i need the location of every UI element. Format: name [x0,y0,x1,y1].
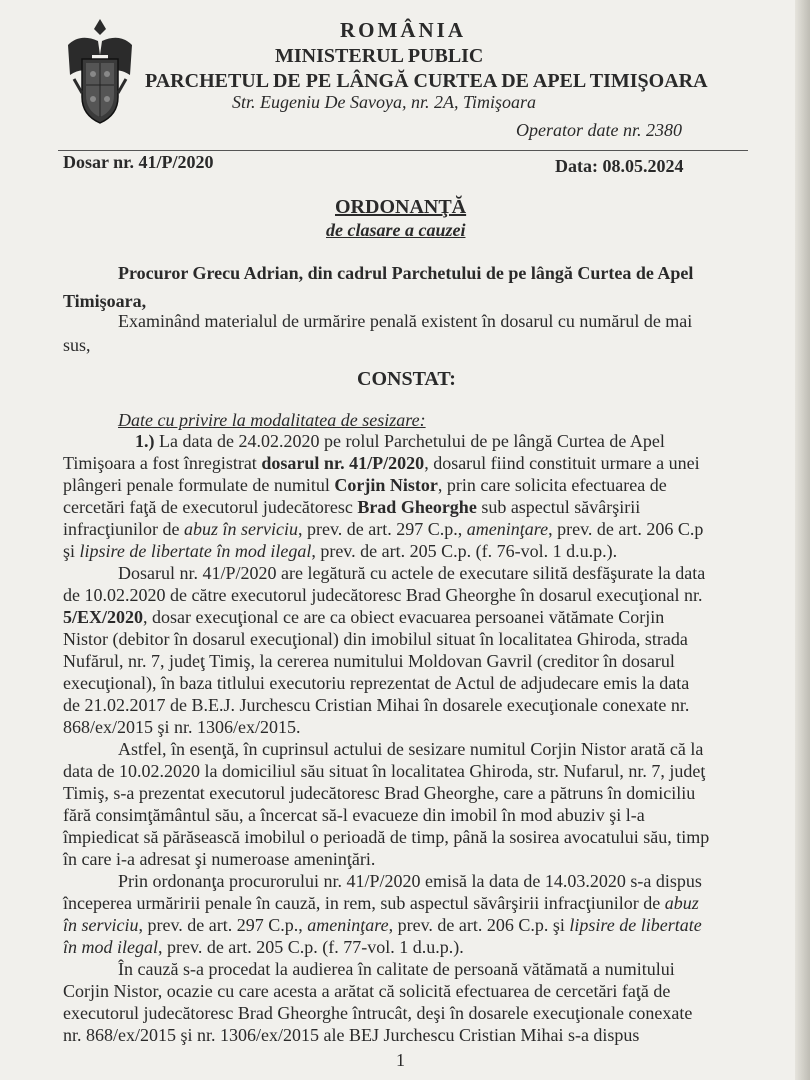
intro-line: sus, [63,335,91,355]
document-title: ORDONANŢĂ [335,196,467,218]
operator-number: Operator date nr. 2380 [516,120,682,140]
page-edge [795,0,810,1080]
document-date: Data: 08.05.2024 [555,156,684,176]
text-run: Brad Gheorghe [357,497,477,517]
text-run: abuz [664,893,699,913]
paragraph-line: 868/ex/2015 şi nr. 1306/ex/2015. [63,717,301,737]
text-run: şi [63,541,80,561]
paragraph-line: nr. 868/ex/2015 şi nr. 1306/ex/2015 ale BEJ Jurchescu Cristian Mihai s-a dispus [63,1025,640,1045]
text-run: , dosar execuţional ce are ca obiect evacuarea persoanei vătămate Corjin [143,607,665,627]
paragraph-line: Dosarul nr. 41/P/2020 are legătură cu actele de executare silită desfăşurate la data [118,563,706,583]
text-run: , prev. de art. 205 C.p. (f. 76-vol. 1 d.u.p.). [311,541,618,561]
section-heading: Date cu privire la modalitatea de sesizare: [118,410,426,430]
paragraph-line [63,936,464,958]
document-subtitle: de clasare a cauzei [326,220,466,240]
paragraph-line [63,518,703,540]
text-run: începerea urmăririi penale în cauză, in rem, sub aspectul săvârşirii infracţiunilor de [63,893,665,913]
text-run: , dosarul fiind constituit urmare a unei [424,453,700,473]
text-run: în mod ilegal [63,937,158,957]
paragraph-line: în care i-a adresat şi numeroase ameninţări. [63,849,376,869]
paragraph-line [135,430,665,452]
paragraph-line [63,496,640,518]
paragraph-line [63,540,617,562]
paragraph-line: data de 10.02.2020 la domiciliul său situat în localitatea Ghiroda, str. Nufarul, nr. 7, judeţ [63,761,706,781]
paragraph-line: Timiş, s-a prezentat executorul judecătoresc Brad Gheorghe, care a pătruns în domiciliu [63,783,696,803]
paragraph-line: Nistor (debitor în dosarul execuţional) din imobilul situat în localitatea Ghiroda, strada [63,629,688,649]
text-run: Corjin Nistor [334,475,438,495]
intro-line: Procuror Grecu Adrian, din cadrul Parchetului de pe lângă Curtea de Apel [118,263,694,283]
text-run: plângeri penale formulate de numitul [63,475,335,495]
text-run: dosarul nr. 41/P/2020 [261,453,425,473]
paragraph-line [63,914,702,936]
text-run: ameninţare [307,915,389,935]
text-run: abuz în serviciu [183,519,298,539]
text-run: , prev. de art. 297 C.p., [138,915,308,935]
text-run: 5/EX/2020 [63,607,144,627]
paragraph-line: fără consimţământul său, a încercat să-l evacueze din imobil în mod abuziv şi l-a [63,805,645,825]
header-country: ROMÂNIA [340,18,466,42]
paragraph-line: de 21.02.2017 de B.E.J. Jurchescu Cristian Mihai în dosarele execuţionale conexate nr. [63,695,690,715]
header-ministry: MINISTERUL PUBLIC [275,45,484,67]
intro-line: Examinând materialul de urmărire penală existent în dosarul cu numărul de mai [118,311,693,331]
section-constat: CONSTAT: [357,368,456,390]
paragraph-line [63,606,664,628]
text-run: , prin care solicita efectuarea de [437,475,667,495]
text-run: cercetări faţă de executorul judecătoresc [63,497,358,517]
intro-line: Timişoara, [63,291,147,311]
text-run: lipsire de libertate [569,915,702,935]
header-address: Str. Eugeniu De Savoya, nr. 2A, Timişoara [232,92,536,112]
header-office: PARCHETUL DE PE LÂNGĂ CURTEA DE APEL TIMIŞOARA [145,70,708,92]
text-run: ameninţare [466,519,549,539]
page-number: 1 [396,1050,405,1070]
paragraph-line: executorul judecătoresc Brad Gheorghe întrucât, deşi în dosarele execuţionale conexate [63,1003,693,1023]
paragraph-line [63,892,699,914]
text-run: în serviciu [63,915,139,935]
paragraph-line: Prin ordonanţa procurorului nr. 41/P/2020 emisă la data de 14.03.2020 s-a dispus [118,871,702,891]
text-run: , prev. de art. 206 C.p. şi [388,915,570,935]
header-divider [58,150,748,151]
case-number: Dosar nr. 41/P/2020 [63,152,214,172]
text-run: infracţiunilor de [63,519,184,539]
paragraph-line: împiedicat să părăsească imobilul o perioadă de timp, până la sosirea avocatului său, timp [63,827,710,847]
paragraph-line: Nufărul, nr. 7, judeţ Timiş, la cererea numitului Moldovan Gavril (creditor în dosarul [63,651,675,671]
paragraph-line: Corjin Nistor, ocazie cu care acesta a arătat că solicită efectuarea de cercetări faţă de [63,981,671,1001]
paragraph-line: de 10.02.2020 de către executorul judecătoresc Brad Gheorghe în dosarul execuţional nr. [63,585,703,605]
paragraph-line [63,452,700,474]
text-run: , prev. de art. 297 C.p., [297,519,467,539]
romanian-coat-of-arms-icon [60,15,140,130]
paragraph-line [63,474,667,496]
text-run: , prev. de art. 206 C.p [548,519,704,539]
text-run: lipsire de libertate în mod ilegal [79,541,312,561]
text-run: , prev. de art. 205 C.p. (f. 77-vol. 1 d.u.p.). [158,937,464,957]
paragraph-line: În cauză s-a procedat la audierea în calitate de persoană vătămată a numitului [118,959,675,979]
text-run: La data de 24.02.2020 pe rolul Parchetului de pe lângă Curtea de Apel [159,431,665,451]
paragraph-line: Astfel, în esenţă, în cuprinsul actului de sesizare numitul Corjin Nistor arată că la [118,739,704,759]
paragraph-number: 1.) [135,431,159,451]
text-run: sub aspectul săvârşirii [476,497,641,517]
paragraph-line: execuţional), în baza titlului executoriu reprezentat de Actul de adjudecare emis la data [63,673,690,693]
text-run: Timişoara a fost înregistrat [63,453,262,473]
